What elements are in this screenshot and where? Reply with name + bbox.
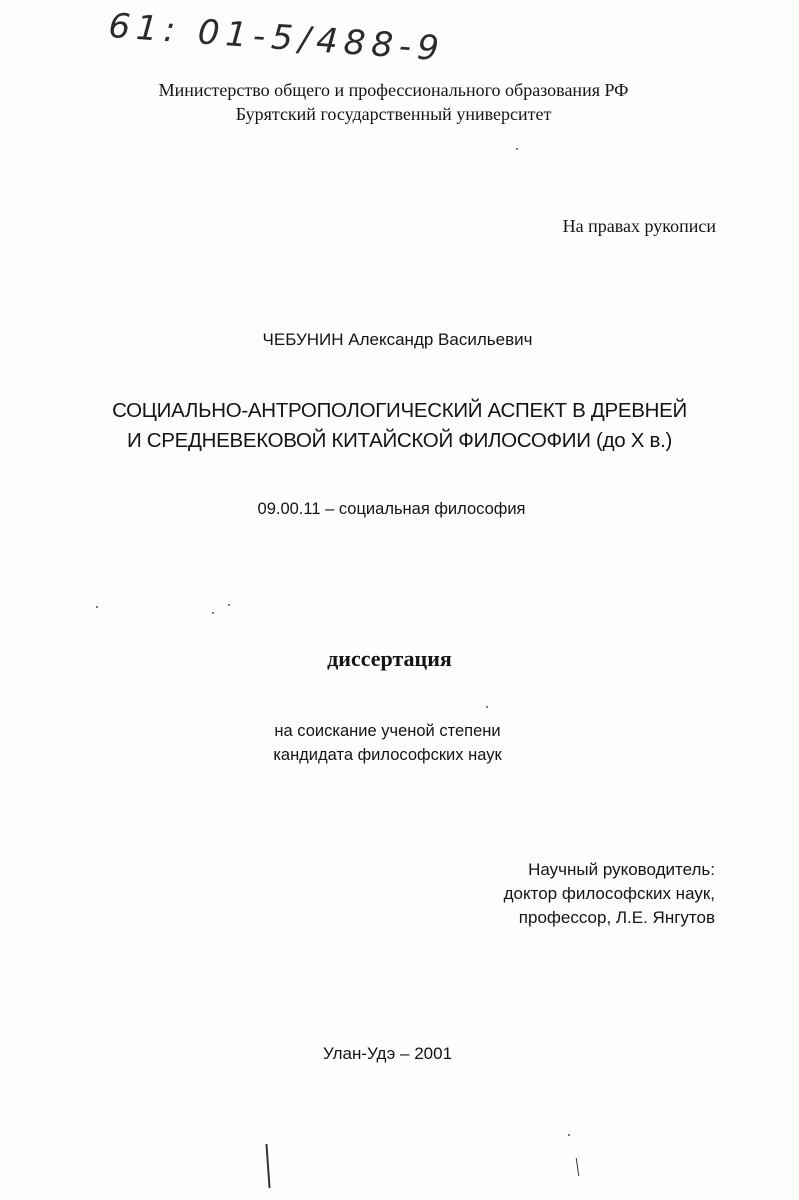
scan-speck [568, 1134, 570, 1136]
document-type: диссертация [327, 646, 452, 671]
dissertation-title [0, 396, 799, 456]
university-name: Бурятский государственный университет [235, 104, 552, 124]
scan-speck [212, 612, 214, 614]
supervisor-line: Научный руководитель: [528, 860, 715, 879]
ministry-name: Министерство общего и профессионального образования РФ [158, 80, 629, 100]
degree-line: кандидата философских наук [273, 746, 502, 764]
title-line: И СРЕДНЕВЕКОВОЙ КИТАЙСКОЙ ФИЛОСОФИИ (до X в.) [126, 429, 673, 452]
scan-mark [576, 1158, 579, 1176]
manuscript-note: На правах рукописи [562, 216, 716, 236]
scan-mark [265, 1144, 270, 1188]
scan-speck [486, 706, 488, 708]
author-name: ЧЕБУНИН Александр Васильевич [262, 330, 533, 349]
scan-speck [516, 148, 518, 150]
title-line: СОЦИАЛЬНО-АНТРОПОЛОГИЧЕСКИЙ АСПЕКТ В ДРЕВНЕЙ [112, 399, 687, 422]
specialty-code: 09.00.11 – социальная философия [257, 500, 526, 518]
city-year: Улан-Удэ – 2001 [322, 1044, 453, 1063]
scan-speck [96, 606, 98, 608]
handwritten-catalog-code: 61: 01-5/488-9 [107, 6, 447, 70]
scan-speck [228, 604, 230, 606]
degree-line: на соискание ученой степени [274, 722, 501, 740]
supervisor-line: профессор, Л.Е. Янгутов [518, 908, 715, 927]
supervisor-line: доктор философских наук, [503, 884, 715, 903]
